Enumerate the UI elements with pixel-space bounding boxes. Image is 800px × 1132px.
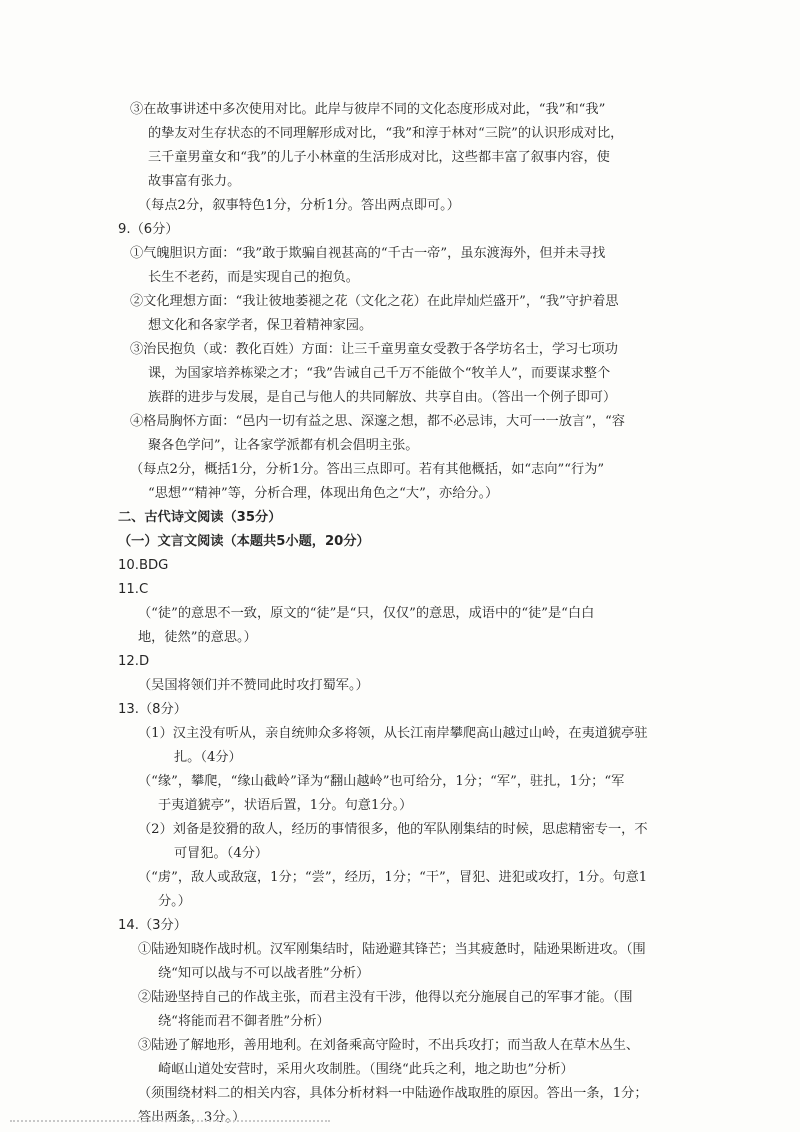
- question-number: 13.（8分）: [118, 702, 187, 717]
- subsection-heading: （一）文言文阅读（本题共5小题，20分）: [118, 534, 370, 549]
- answer-content: [118, 98, 698, 1130]
- text-line: ③陆逊了解地形，善用地利。在刘备乘高守险时，不出兵攻打；而当敌人在草木丛生、: [138, 1038, 640, 1053]
- text-line: ③在故事讲述中多次使用对比。此岸与彼岸不同的文化态度形成对此，“我”和“我”: [130, 102, 606, 117]
- text-line: （吴国将领们并不赞同此时攻打蜀军。）: [138, 678, 369, 693]
- text-line: （“虏”，敌人或敌寇，1分；“尝”，经历，1分；“干”，冒犯、进犯或攻打，1分。句意1: [138, 870, 648, 885]
- text-line: （“缘”，攀爬，“缘山截岭”译为“翻山越岭”也可给分，1分；“军”，驻扎，1分；“军: [138, 774, 625, 789]
- text-line: （1）汉主没有听从，亲自统帅众多将领，从长江南岸攀爬高山越过山岭，在夷道猇亭驻: [138, 726, 648, 741]
- text-line: （每点2分，概括1分，分析1分。答出三点即可。若有其他概括，如“志向”“行为”: [130, 462, 605, 477]
- text-line: （2）刘备是狡猾的敌人，经历的事情很多，他的军队刚集结的时候，思虑精密专一，不: [138, 822, 648, 837]
- text-line: 崎岖山道处安营时，采用火攻制胜。（围绕“此兵之利，地之助也”分析）: [158, 1062, 574, 1077]
- question-number: 14.（3分）: [118, 918, 187, 933]
- text-line: 族群的进步与发展，是自己与他人的共同解放、共享自由。（答出一个例子即可）: [148, 390, 617, 405]
- text-line: 聚各色学问”，让各家学派都有机会倡明主张。: [148, 438, 419, 453]
- text-line: ④格局胸怀方面：“邑内一切有益之思、深邃之想，都不必忌讳，大可一一放言”，“容: [130, 414, 625, 429]
- text-line: 地，徒然”的意思。）: [138, 630, 257, 645]
- section-heading: 二、古代诗文阅读（35分）: [118, 510, 282, 525]
- text-line: 分。）: [158, 894, 191, 909]
- text-line: 故事富有张力。: [148, 174, 241, 189]
- text-line: ②文化理想方面：“我让彼地萎褪之花（文化之花）在此岸灿烂盛开”，“我”守护着思: [130, 294, 619, 309]
- text-line: （“徒”的意思不一致，原文的“徒”是“只，仅仅”的意思，成语中的“徒”是“白白: [138, 606, 595, 621]
- text-line: 绕“将能而君不御者胜”分析）: [158, 1014, 330, 1029]
- text-line: ①气魄胆识方面：“我”敢于欺骗自视甚高的“千古一帝”，虽东渡海外，但并未寻找: [130, 246, 606, 261]
- text-line: ①陆逊知晓作战时机。汉军刚集结时，陆逊避其锋芒；当其疲惫时，陆逊果断进攻。（围: [138, 942, 646, 957]
- scan-artifact-divider: [10, 1118, 330, 1122]
- text-line: （须围绕材料二的相关内容，具体分析材料一中陆逊作战取胜的原因。答出一条，1分；: [138, 1086, 648, 1101]
- text-line: 长生不老药，而是实现自己的抱负。: [148, 270, 359, 285]
- text-line: “思想”“精神”等，分析合理，体现出角色之“大”，亦给分。）: [148, 486, 499, 501]
- text-line: 可冒犯。（4分）: [174, 846, 269, 861]
- text-line: （每点2分，叙事特色1分，分析1分。答出两点即可。）: [138, 198, 460, 213]
- text-line: ②陆逊坚持自己的作战主张，而君主没有干涉，他得以充分施展自己的军事才能。（围: [138, 990, 633, 1005]
- text-line: 课，为国家培养栋梁之才；“我”告诫自己千万不能做个“牧羊人”，而要谋求整个: [148, 366, 611, 381]
- text-line: 想文化和各家学者，保卫着精神家园。: [148, 318, 373, 333]
- text-line: ③治民抱负（或：教化百姓）方面：让三千童男童女受教于各学坊名士，学习七项功: [130, 342, 618, 357]
- text-line: 绕“知可以战与不可以战者胜”分析）: [158, 966, 370, 981]
- answer-line: 10.BDG: [118, 558, 169, 573]
- text-line: 的挚友对生存状态的不同理解形成对比，“我”和淳于林对“三院”的认识形成对比，: [148, 126, 624, 141]
- question-number: 9.（6分）: [118, 222, 179, 237]
- answer-line: 11.C: [118, 582, 149, 597]
- text-line: 扎。（4分）: [174, 750, 242, 765]
- answer-line: 12.D: [118, 654, 150, 669]
- text-line: 三千童男童女和“我”的儿子小林童的生活形成对比，这些都丰富了叙事内容，使: [148, 150, 610, 165]
- text-line: 于夷道猇亭”，状语后置，1分。句意1分。）: [158, 798, 413, 813]
- text-line: 答出两条，3分。）: [138, 1110, 246, 1125]
